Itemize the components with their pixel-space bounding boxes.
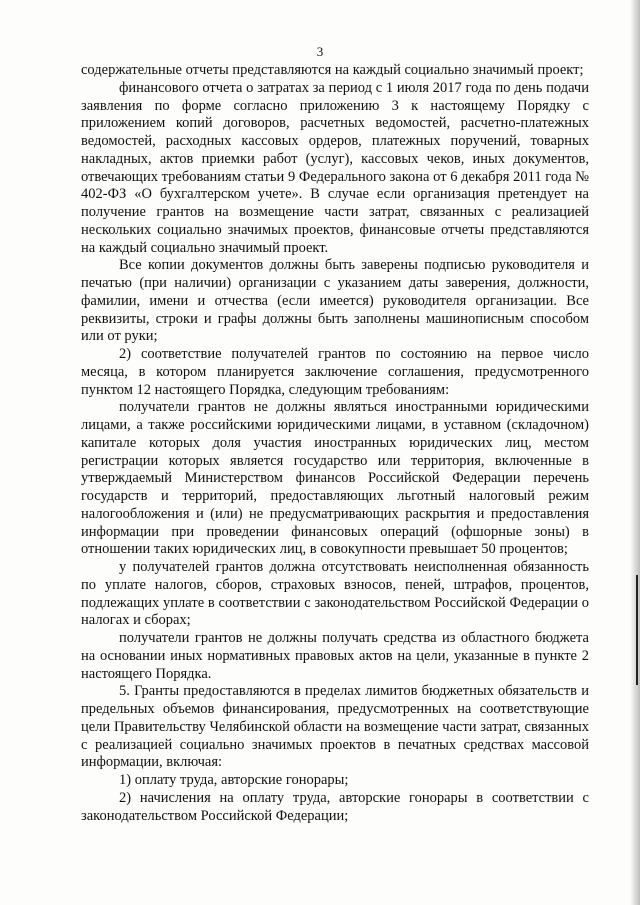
paragraph-foreign-entities: получатели грантов не должны являться иностранными юридическими лицами, а также российскими юридическими лицами, в уставном (складочном) капитале которых доля участия иностранных юридических лиц, местом регистрации которых является государство или территория, включенные в утверждаемый Министерством финансов Российской Федерации перечень государств и территорий, предоставляющих льготный налоговый режим налогообложения и (или) не предусматривающих раскрытия и предоставления информации при проведении финансовых операций (офшорные зоны) в отношении таких юридических лиц, в совокупности превышает 50 процентов; (81, 399, 589, 558)
scan-edge-mark (636, 575, 638, 685)
scan-edge-shadow (630, 0, 640, 905)
paragraph-item-2-charges: 2) начисления на оплату труда, авторские гонорары в соответствии с законодательством Российской Федерации; (81, 789, 589, 824)
paragraph-requirements-intro: 2) соответствие получателей грантов по состоянию на первое число месяца, в котором планируется заключение соглашения, предусмотренного пунктом 12 настоящего Порядка, следующим требованиям: (81, 346, 589, 398)
paragraph-regional-budget: получатели грантов не должны получать средства из областного бюджета на основании иных нормативных правовых актов на цели, указанные в пункте 2 настоящего Порядка. (81, 630, 589, 682)
paragraph-financial-report: финансового отчета о затратах за период с 1 июля 2017 года по день подачи заявления по форме согласно приложению 3 к настоящему Порядку с приложением копий договоров, расчетных ведомостей, расчетно-платежных ведомостей, расходных кассовых ордеров, платежных поручений, товарных накладных, актов приемки работ (услуг), кассовых чеков, иных документов, отвечающих требованиям статьи 9 Федерального закона от 6 декабря 2011 года № 402-ФЗ «О бухгалтерском учете». В случае если организация претендует на получение грантов на возмещение части затрат, связанных с реализацией нескольких социально значимых проектов, финансовые отчеты представляются на каждый социально значимый проект. (81, 79, 589, 256)
paragraph-tax-obligations: у получателей грантов должна отсутствовать неисполненная обязанность по уплате налогов, сборов, страховых взносов, пеней, штрафов, процентов, подлежащих уплате в соответствии с законодательством Российской Федерации о налогах и сборах; (81, 559, 589, 629)
document-body (81, 62, 589, 825)
page-number: 3 (316, 44, 324, 59)
paragraph-reports-continuation: содержательные отчеты представляются на каждый социально значимый проект; (81, 62, 584, 78)
paragraph-item-1-wages: 1) оплату труда, авторские гонорары; (119, 772, 349, 788)
paragraph-item-5-grants: 5. Гранты предоставляются в пределах лимитов бюджетных обязательств и предельных объемов финансирования, предусмотренных на соответствующие цели Правительству Челябинской области на возмещение части затрат, связанных с реализацией социально значимых проектов в печатных средствах массовой информации, включая: (81, 683, 589, 771)
paragraph-copies-certification: Все копии документов должны быть заверены подписью руководителя и печатью (при наличии) организации с указанием даты заверения, должности, фамилии, имени и отчества (если имеется) руководителя организации. Все реквизиты, строки и графы должны быть заполнены машинописным способом или от руки; (81, 257, 589, 345)
